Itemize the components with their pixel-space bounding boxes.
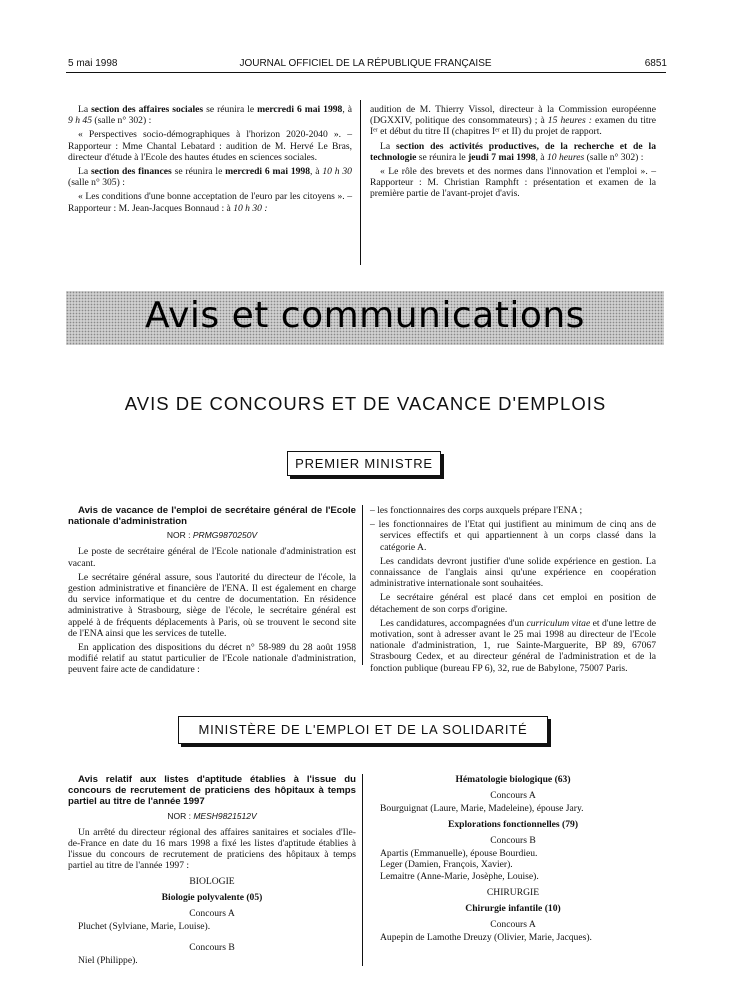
experience-para: Les candidats devront justifier d'une solide expérience en gestion. La connaissance de l'anglais ainsi qu'une expérience en coopération administrative internationale sont souhaitées. [370,555,656,590]
concours-a-label: Concours A [490,918,536,930]
list-item: Leger (Damien, François, Xavier). [380,859,513,871]
chirurgie-heading: CHIRURGIE [486,886,540,898]
column-divider [362,774,363,966]
concours-b-label: Concours B [490,835,536,847]
premier-right-column [370,505,656,677]
biologie-heading: BIOLOGIE [189,876,235,888]
column-divider [360,100,361,265]
premier-left-column [68,505,356,679]
concours-b-label: Concours B [189,941,235,953]
premier-ministre-box: PREMIER MINISTRE [287,451,441,476]
candidate-item-1: – les fonctionnaires des corps auxquels prépare l'ENA ; [370,505,583,516]
chirurgie-infantile-heading: Chirurgie infantile (10) [465,902,561,914]
brevets-para: « Le rôle des brevets et des normes dans l'innovation et l'emploi ». – Rapporteur : M. Christian Ramphft : présentation et examen de la première partie de l'avant-projet d'avis. [370,166,656,200]
vacance-para-3: En application des dispositions du décret n° 58-989 du 28 août 1958 modifié relatif au statut particulier de l'Ecole nationale d'administration, peuvent faire acte de candidature : [68,642,356,676]
header-page-number: 6851 [644,58,667,69]
list-item: Aupepin de Lamothe Dreuzy (Olivier, Marie, Jacques). [380,931,592,943]
ministere-right-column [370,774,656,946]
vacance-para-1: Le poste de secrétaire général de l'Ecole nationale d'administration est vacant. [68,546,356,569]
section-title: AVIS DE CONCOURS ET DE VACANCE D'EMPLOIS [124,393,607,414]
ministere-box: MINISTÈRE DE L'EMPLOI ET DE LA SOLIDARITÉ [178,716,548,744]
list-item: Lemaitre (Anne-Marie, Josèphe, Louise). [380,870,539,882]
arrete-para: Un arrêté du directeur régional des affaires sanitaires et sociales d'Ile-de-France en date du 16 mars 1998 a fixé les listes d'aptitude établies à l'issue du concours de recrutement de praticiens des hôpitaux à temps partiel au titre de l'année 1997 : [68,826,356,872]
nor-reference: NOR : PRMG9870250V [166,530,258,541]
explorations-heading: Explorations fonctionnelles (79) [447,819,579,831]
vacance-title: Avis de vacance de l'emploi de secrétaire général de l'Ecole nationale d'administration [68,505,356,528]
finances-para: La section des finances se réunira le mercredi 6 mai 1998, à 10 h 30 (salle n° 305) : [68,166,352,189]
activites-productives-para: La section des activités productives, de la recherche et de la technologie se réunira le jeudi 7 mai 1998, à 10 heures (salle n° 302) : [370,140,656,163]
euro-para: « Les conditions d'une bonne acceptation de l'euro par les citoyens ». – Rapporteur : M. Jean-Jacques Bonnaud : à 10 h 30 : [68,191,352,214]
header-rule [66,72,666,73]
nor-reference: NOR : MESH9821512V [167,810,257,821]
vacance-para-2: Le secrétaire général assure, sous l'autorité du directeur de l'école, la gestion administrative et financière de l'ENA. Il est également en charge du service informatique et du centre de documentation. En résidence administrative à Strasbourg, siège de l'école, le secrétaire général est appelé à de fréquents déplacements à Paris, où se trouvent le second site de l'ENA ainsi que les services de tutelle. [68,571,356,639]
header-journal-title: JOURNAL OFFICIEL DE LA RÉPUBLIQUE FRANÇAISE [239,58,492,69]
top-right-column [370,104,656,203]
perspectives-para: « Perspectives socio-démographiques à l'horizon 2020-2040 ». – Rapporteur : Mme Chantal Lebatard : audition de M. Hervé Le Bras, directeur d'étude à l'Ecole des hautes études en sciences sociales. [68,129,352,163]
concours-a-label: Concours A [490,790,536,801]
avis-communications-banner [66,291,664,345]
header-date: 5 mai 1998 [68,58,118,69]
audition-para: audition de M. Thierry Vissol, directeur à la Commission européenne (DGXXIV, politique des consommateurs) ; à 15 heures : examen du titre Iᵉʳ et début du titre II (chapitres Iᵉʳ et II) du projet de rapport. [370,104,656,138]
hematologie-heading: Hématologie biologique (63) [455,774,571,785]
column-divider [362,505,363,665]
candidate-item-2: – les fonctionnaires de l'Etat qui justifient au minimum de cinq ans de services effectifs et qui appartiennent à un corps classé dans la catégorie A. [370,519,656,553]
list-item: Pluchet (Sylviane, Marie, Louise). [78,921,211,933]
biologie-polyvalente-heading: Biologie polyvalente (05) [161,892,263,904]
candidatures-para: Les candidatures, accompagnées d'un curriculum vitae et d'une lettre de motivation, sont à adresser avant le 25 mai 1998 au directeur de l'Ecole nationale d'administration, 1, rue Sainte-Marguerite, BP 89, 67067 Strasbourg Cedex, et au directeur général de l'administration et de la fonction publique (bureau FP 6), 32, rue de Babylone, 75007 Paris. [370,617,656,674]
top-left-column [68,104,352,217]
aptitude-title: Avis relatif aux listes d'aptitude établies à l'issue du concours de recrutement de praticiens des hôpitaux à temps partiel au titre de l'année 1997 [68,774,356,808]
affaires-sociales-para: La section des affaires sociales se réunira le mercredi 6 mai 1998, à 9 h 45 (salle n° 302) : [68,104,352,127]
list-item: Niel (Philippe). [78,954,138,966]
list-item: Apartis (Emmanuelle), épouse Bourdieu. [380,848,538,860]
banner-title: Avis et communications [145,295,585,336]
list-item: Bourguignat (Laure, Marie, Madeleine), épouse Jary. [380,803,584,814]
ministere-left-column [68,774,356,969]
concours-a-label: Concours A [189,908,235,920]
detachement-para: Le secrétaire général est placé dans cet emploi en position de détachement de son corps d'origine. [370,592,656,615]
